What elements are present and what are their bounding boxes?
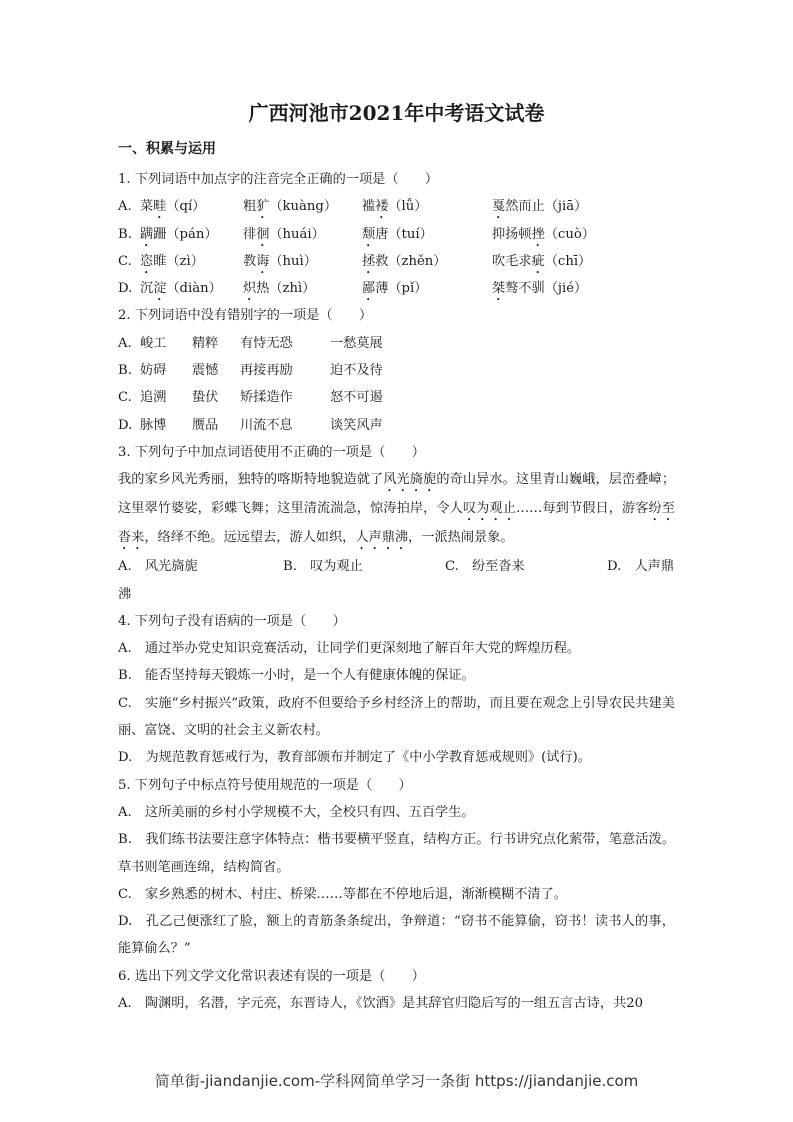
q2-option-row [118,330,675,357]
pinyin: （zhěn） [388,253,447,269]
dotted-phrase: 风光旖旎 [383,472,437,488]
q5-option-b: B. 我们练书法要注意字体特点：楷书要横平竖直，结构方正。行书讲究点化萦带，笔意活泼。草书则笔画连绵，结构简省。 [118,832,675,875]
text: 粗 [243,199,257,215]
q4-option-d: D. 为规范教育惩戒行为，教育部颁布并制定了《中小学教育惩戒规则》(试行)。 [118,750,591,766]
watermark-footer: 简单街-jiandanjie.com-学科网简单学习一条街 https://jiandanjie.com [154,1072,639,1090]
text: 薄 [375,281,389,297]
word: 再接再励 [240,363,293,379]
q3-option-d-wrap: 沸 [118,586,132,602]
text: ，一派热闹景象。 [408,530,514,546]
dotted-char: 畦 [153,199,167,215]
text: 菜 [140,199,154,215]
q4-option-a: A. 通过举办党史知识竞赛活动，让同学们更深刻地了解百年大党的辉煌历程。 [118,641,581,657]
pinyin: （cuò） [544,226,595,242]
word: 川流不息 [240,417,293,433]
text: 抑扬顿 [492,226,532,242]
text: 跚 [153,226,167,242]
q3-option-a: A. 风光旖旎 [118,559,198,575]
pinyin-item [140,193,205,222]
pinyin-item [243,193,337,222]
pinyin-item [140,248,204,277]
text: 沉 [140,281,154,297]
q3-stem: 3. 下列句子中加点词语使用不正确的一项是（ ） [118,444,425,460]
text: ……每到节假日，游客 [515,501,649,517]
pinyin: （zhì） [269,281,316,297]
text: 我的家乡风光秀丽，独特的喀斯特地貌造就了 [118,472,384,488]
word: 蛰伏 [192,390,219,406]
q5-stem: 5. 下列句子中标点符号使用规范的一项是（ ） [118,777,412,793]
word: 精粹 [192,335,219,351]
word: 震憾 [192,363,219,379]
question-body [118,166,675,1017]
q3-passage [118,466,675,553]
q2-option-row [118,384,675,411]
pinyin-item [243,275,315,304]
word: 迫不及待 [330,363,383,379]
text: 吹毛求 [492,253,532,269]
pinyin: （huì） [269,253,317,269]
dotted-char: 诲 [256,253,270,269]
dotted-char: 犷 [256,199,270,215]
word: 一愁莫展 [330,335,383,351]
q5-option-c: C. 家乡熟悉的树木、村庄、桥梁……等都在不停地后退，渐渐模糊不清了。 [118,886,567,902]
q1-option-row [118,193,675,220]
document-title: 广西河池市2021年中考语文试卷 [248,101,545,125]
dotted-char: 拯 [362,253,376,269]
dotted-char: 桀 [492,281,506,297]
text: 救 [375,253,389,269]
option-label: C. [118,253,132,269]
pinyin-item [362,221,433,250]
word: 脉博 [140,417,167,433]
option-label: B. [118,226,132,242]
pinyin-item [362,248,447,277]
pinyin-item [140,221,218,250]
word: 有恃无恐 [240,335,293,351]
q1-option-row [118,221,675,248]
pinyin: （chī） [544,253,592,269]
word: 妨碍 [140,363,167,379]
dotted-char: 颓 [362,226,376,242]
dotted-char: 鄙 [362,281,376,297]
q1-option-row [118,248,675,275]
option-label: D. [118,417,133,433]
dotted-char: 褛 [375,199,389,215]
text: 褴 [362,199,376,215]
pinyin: （tuí） [388,226,433,242]
pinyin-item [140,275,222,304]
q5-option-a: A. 这所美丽的乡村小学规模不大，全校只有四、五百学生。 [118,804,475,820]
word: 矫揉造作 [240,390,293,406]
q4-stem: 4. 下列句子没有语病的一项是（ ） [118,613,346,629]
text: 骜不驯 [505,281,545,297]
q4-option-c: C. 实施“乡村振兴”政策，政府不但要给予乡村经济上的帮助，而且要在观念上引导农民共建美丽、富饶、文明的社会主义新农村。 [118,695,675,739]
dotted-char: 戛 [492,199,506,215]
option-label: C. [118,390,132,406]
dotted-phrase: 叹为观止 [462,501,516,517]
text: 热 [256,281,270,297]
q2-stem: 2. 下列词语中没有错别字的一项是（ ） [118,308,373,324]
text: ，络绎不绝。远远望去，游人如织， [144,530,356,546]
option-label: A. [118,199,132,215]
pinyin: （diàn） [166,281,222,297]
pinyin-item [492,248,591,277]
word: 谈笑风声 [330,417,383,433]
pinyin: （pán） [166,226,218,242]
pinyin-item [492,193,587,222]
pinyin-item [243,248,317,277]
pinyin-item [362,275,427,304]
word: 赝品 [192,417,219,433]
pinyin: （kuàng） [269,199,338,215]
pinyin: （huái） [269,226,325,242]
dotted-char: 蹒 [140,226,154,242]
text: 然而止 [505,199,545,215]
dotted-char: 疵 [531,253,545,269]
q3-option-d: D. 人声鼎 [607,559,675,575]
dotted-char: 徊 [256,226,270,242]
word: 怒不可遏 [330,390,383,406]
option-label: B. [118,363,132,379]
pinyin: （qí） [166,199,206,215]
q3-options [118,553,675,580]
dotted-char: 炽 [243,281,257,297]
text: 教 [243,253,257,269]
word: 追溯 [140,390,167,406]
text: 的奇山异水。这里青山巍峨，层峦叠嶂；这里翠竹婆娑，彩蝶飞舞；这里清流湍急，惊涛拍岸，令人 [118,472,676,517]
q2-option-row [118,412,675,439]
option-label: A. [118,335,132,351]
q3-option-b: B. 叹为观止 [283,559,363,575]
pinyin: （pǐ） [388,281,428,297]
text: 徘 [243,226,257,242]
q2-option-row [118,357,675,384]
pinyin-item [492,221,595,250]
pinyin-item [362,193,427,222]
pinyin-item [243,221,325,250]
dotted-char: 挫 [531,226,545,242]
dotted-char: 淀 [153,281,167,297]
pinyin: （zì） [166,253,204,269]
word: 峻工 [140,335,167,351]
q1-stem: 1. 下列词语中加点字的注音完全正确的一项是（ ） [118,172,439,187]
q4-option-b: B. 能否坚持每天锻炼一小时，是一个人有健康体魄的保证。 [118,668,475,684]
q5-option-d: D. 孔乙己便涨红了脸，额上的青筋条条绽出，争辩道：“窃书不能算偷，窃书！读书人的事，能算偷么？” [118,914,675,957]
text: 睢 [153,253,167,269]
pinyin: （jiā） [544,199,588,215]
dotted-phrase: 纷至沓来 [118,501,675,546]
q6-option-a: A. 陶渊明，名潜，字元亮，东晋诗人，《饮酒》是其辞官归隐后写的一组五言古诗，共20 [118,996,644,1012]
dotted-phrase: 人声鼎沸 [355,530,409,546]
q1-option-row [118,275,675,302]
text: 唐 [375,226,389,242]
pinyin-item [492,275,587,304]
pinyin: （lǚ） [388,199,428,215]
option-label: D. [118,281,133,297]
pinyin: （jié） [544,281,588,297]
dotted-char: 恣 [140,253,154,269]
q6-stem: 6. 选出下列文学文化常识表述有误的一项是（ ） [118,968,425,984]
section-heading: 一、积累与运用 [118,141,216,157]
q3-option-c: C. 纷至沓来 [445,559,525,575]
